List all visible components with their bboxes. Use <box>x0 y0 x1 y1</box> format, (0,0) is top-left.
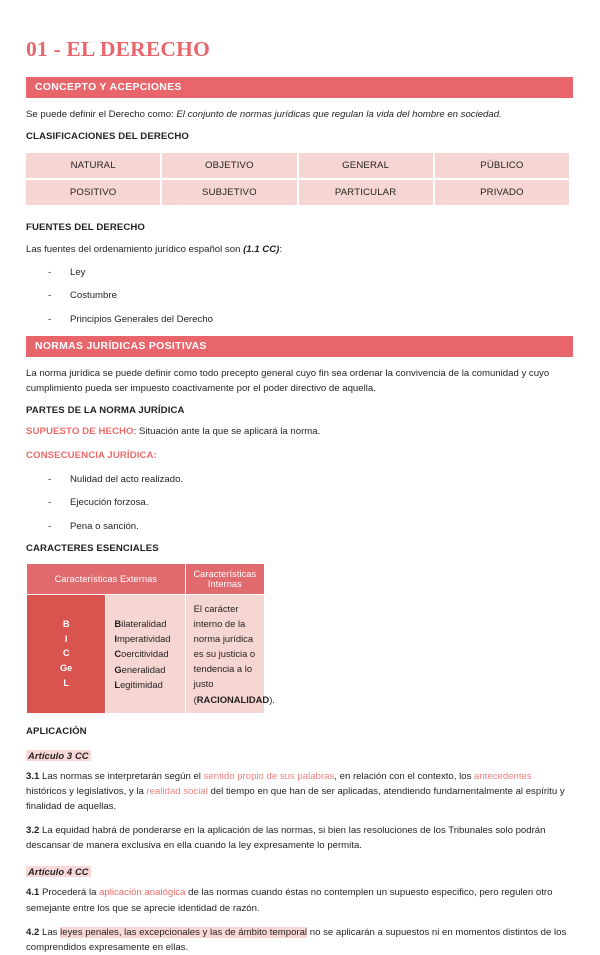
term-initial: L <box>114 678 121 690</box>
highlight-phrase: sentido propio de sus palabras <box>203 770 335 782</box>
table-row <box>26 180 569 205</box>
heading-clasificaciones: CLASIFICACIONES DEL DERECHO <box>26 130 189 142</box>
clause-text: del tiempo en que han de ser aplicadas, atendiendo fundamentalmente al espíritu y finalidad de aquellas. <box>26 785 565 812</box>
acronym-column <box>27 595 106 713</box>
page-title: 01 - EL DERECHO <box>26 37 210 61</box>
clause-text: , en relación con el contexto, los <box>334 770 475 782</box>
articulo-4-paragraph-1 <box>26 885 573 915</box>
clause-text: históricos y legislativos, y la <box>26 785 147 797</box>
header-caracteristicas-internas: Características Internas <box>185 564 264 595</box>
definition-italic: El conjunto de normas jurídicas que regulan la vida del hombre en sociedad. <box>176 108 502 120</box>
highlight-phrase: leyes penales, las excepcionales y las de ámbito temporal <box>60 926 308 938</box>
clause-text: Las <box>39 926 61 938</box>
section-banner-normas: NORMAS JURÍDICAS POSITIVAS <box>26 336 573 357</box>
heading-fuentes: FUENTES DEL DERECHO <box>26 221 145 233</box>
list-item: - Nulidad del acto realizado. <box>48 473 573 487</box>
term-rest: eneralidad <box>121 663 166 675</box>
term-initial: G <box>114 663 122 675</box>
supuesto-text: : Situación ante la que se aplicará la norma. <box>133 426 321 438</box>
articulo-3-title: Artículo 3 CC <box>28 749 89 761</box>
caracteristicas-internas-text <box>185 595 275 713</box>
list-item: - Ley <box>48 266 573 280</box>
table-row <box>27 595 265 713</box>
articulo-4-paragraph-2 <box>26 925 573 955</box>
supuesto-de-hecho-line <box>26 425 573 440</box>
list-item: - Pena o sanción. <box>48 520 573 534</box>
acronym-letter: B <box>62 618 70 629</box>
clause-text: no se aplicarán a supuestos ni en momentos distintos de los comprendidos expresamente en ellas. <box>26 926 567 953</box>
heading-partes-norma: PARTES DE LA NORMA JURÍDICA <box>26 405 185 417</box>
internas-racionalidad: RACIONALIDAD <box>196 693 270 705</box>
list-item: - Costumbre <box>48 289 573 303</box>
clause-text: de las normas cuando éstas no contemplen un supuesto especifico, pero regulen otro semejante entre los que se aprecie identidad de razón. <box>26 887 553 914</box>
table-cell: NATURAL <box>26 153 160 178</box>
fuentes-colon: : <box>279 243 282 255</box>
table-row <box>26 153 569 178</box>
table-cell: OBJETIVO <box>162 153 296 178</box>
table-cell: PARTICULAR <box>299 180 433 205</box>
highlight-phrase: realidad social <box>146 785 208 797</box>
clause-text: La equidad habrá de ponderarse en la aplicación de las normas, si bien las resoluciones de los Tribunales solo podrán descansar de manera exclusiva en ella cuando la ley expresamente lo permita. <box>26 825 546 852</box>
term-initial: I <box>114 633 117 645</box>
clause-number: 4.1 <box>26 887 40 899</box>
caracteres-table <box>26 563 275 713</box>
articulo-4-title: Artículo 4 CC <box>28 866 89 878</box>
consecuencia-label: CONSECUENCIA JURÍDICA: <box>26 450 157 462</box>
highlight-phrase: antecedentes <box>474 770 532 782</box>
fuentes-lead-paragraph <box>26 242 573 257</box>
articulo-3-paragraph-1 <box>26 769 573 814</box>
clause-text: Las normas se interpretarán según el <box>39 770 204 782</box>
table-cell: PRIVADO <box>435 180 569 205</box>
fuentes-citation: (1.1 CC) <box>243 243 280 255</box>
internas-text-part2: ). <box>269 693 275 705</box>
heading-aplicacion: APLICACIÓN <box>26 725 87 737</box>
table-cell: SUBJETIVO <box>162 180 296 205</box>
table-cell: PÚBLICO <box>435 153 569 178</box>
table-cell: GENERAL <box>299 153 433 178</box>
clause-number: 3.1 <box>26 770 40 782</box>
internas-text-part1: El carácter interno de la norma jurídica es su justicia o tendencia a lo justo ( <box>193 603 256 705</box>
table-header-row <box>27 564 265 595</box>
articulo-3-paragraph-2 <box>26 823 573 853</box>
term-rest: ilateralidad <box>121 617 167 629</box>
term-rest: oercitividad <box>121 648 169 660</box>
acronym-letter: Ge <box>60 663 73 674</box>
highlight-phrase: aplicación analógica <box>99 887 186 899</box>
consecuencia-juridica-line <box>26 449 573 464</box>
term-rest: egitimidad <box>120 678 163 690</box>
clasificaciones-table <box>24 151 571 207</box>
clause-text: Procederá la <box>39 887 100 899</box>
acronym-letter: C <box>62 648 70 659</box>
list-item: - Principios Generales del Derecho <box>48 313 573 327</box>
normas-definition: La norma jurídica se puede definir como todo precepto general cuyo fin sea ordenar la convivencia de la comunidad y cuyo cumplimiento pueda ser impuesto coactivamente por el poder directivo de aquella. <box>26 368 550 395</box>
definition-paragraph <box>26 107 573 122</box>
section-banner-concepto: CONCEPTO Y ACEPCIONES <box>26 77 573 98</box>
term-initial: C <box>114 648 122 660</box>
acronym-letter: L <box>63 678 69 689</box>
consecuencia-list <box>26 473 573 534</box>
heading-caracteres: CARACTERES ESENCIALES <box>26 543 159 555</box>
term-initial: B <box>114 617 122 629</box>
caracteristicas-externas-terms <box>106 595 185 713</box>
header-caracteristicas-externas: Características Externas <box>27 564 186 595</box>
fuentes-list <box>26 266 573 327</box>
fuentes-lead: Las fuentes del ordenamiento jurídico español son <box>26 243 241 255</box>
supuesto-label: SUPUESTO DE HECHO <box>26 426 134 438</box>
clause-number: 4.2 <box>26 926 40 938</box>
table-cell: POSITIVO <box>26 180 160 205</box>
list-item: - Ejecución forzosa. <box>48 496 573 510</box>
clause-number: 3.2 <box>26 825 40 837</box>
term-rest: mperatividad <box>116 633 171 645</box>
definition-lead: Se puede definir el Derecho como: <box>26 108 174 120</box>
acronym-letter: I <box>64 633 68 644</box>
